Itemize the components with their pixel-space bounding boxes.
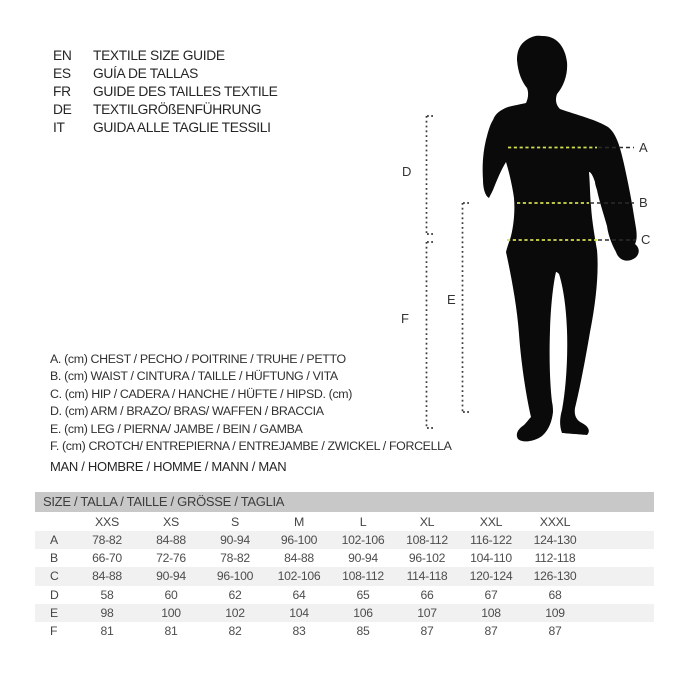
size-row-label: E	[50, 605, 58, 620]
size-cell: 84-88	[284, 551, 314, 566]
measure-label-b: B	[639, 195, 648, 210]
size-cell: 112-118	[534, 551, 576, 566]
size-cell: 62	[228, 587, 242, 602]
size-cell: 83	[292, 624, 306, 639]
measure-label-f: F	[401, 311, 409, 326]
size-col-header: XXXL	[539, 514, 571, 529]
size-row	[35, 586, 654, 604]
size-cell: 78-82	[220, 551, 250, 566]
size-row-label: B	[50, 551, 58, 566]
size-row-label: D	[50, 587, 59, 602]
size-col-header: XXS	[95, 514, 119, 529]
language-title: GUÍA DE TALLAS	[93, 66, 199, 81]
size-cell: 66-70	[92, 551, 122, 566]
size-cell: 102-106	[341, 533, 385, 548]
size-cell: 124-130	[533, 533, 577, 548]
language-title: TEXTILE SIZE GUIDE	[93, 48, 225, 63]
size-cell: 109	[545, 605, 565, 620]
size-col-header: XS	[163, 514, 179, 529]
size-cell: 98	[100, 605, 114, 620]
size-cell: 87	[484, 624, 498, 639]
size-cell: 114-118	[406, 569, 448, 584]
size-col-header: M	[293, 514, 305, 529]
measure-label-d: D	[402, 164, 412, 179]
size-cell: 102	[225, 605, 245, 620]
language-row	[53, 83, 277, 101]
size-table	[35, 492, 654, 640]
language-code: FR	[53, 84, 71, 99]
size-cell: 82	[228, 624, 242, 639]
size-cell: 108	[481, 605, 501, 620]
size-cell: 64	[292, 587, 306, 602]
language-row	[53, 65, 277, 83]
language-code: DE	[53, 102, 72, 117]
size-column-header-row	[35, 512, 654, 531]
size-cell: 87	[420, 624, 434, 639]
size-cell: 116-122	[470, 533, 512, 548]
size-cell: 108-112	[406, 533, 448, 548]
legend-item: C. (cm) HIP / CADERA / HANCHE / HÜFTE / HIPSD. (cm)	[50, 386, 353, 401]
size-cell: 104	[289, 605, 309, 620]
size-cell: 96-102	[408, 551, 446, 566]
legend-item: F. (cm) CROTCH/ ENTREPIERNA / ENTREJAMBE / ZWICKEL / FORCELLA	[50, 439, 452, 454]
size-cell: 67	[484, 587, 498, 602]
language-title: GUIDA ALLE TAGLIE TESSILI	[93, 120, 271, 135]
measure-label-a: A	[639, 140, 648, 155]
size-col-header: L	[359, 514, 367, 529]
legend-item: E. (cm) LEG / PIERNA/ JAMBE / BEIN / GAMBA	[50, 421, 303, 436]
size-cell: 104-110	[470, 551, 512, 566]
size-col-header: S	[231, 514, 239, 529]
size-cell: 78-82	[92, 533, 122, 548]
measure-label-e: E	[447, 292, 456, 307]
size-cell: 58	[100, 587, 114, 602]
size-row	[35, 567, 654, 585]
size-cell: 84-88	[92, 569, 122, 584]
size-cell: 102-106	[277, 569, 321, 584]
size-row	[35, 531, 654, 549]
legend-item: D. (cm) ARM / BRAZO/ BRAS/ WAFFEN / BRACCIA	[50, 404, 324, 419]
language-title-block	[53, 47, 277, 137]
size-cell: 60	[164, 587, 178, 602]
size-cell: 120-124	[469, 569, 513, 584]
size-row	[35, 549, 654, 567]
size-row-label: C	[50, 569, 59, 584]
size-cell: 81	[164, 624, 178, 639]
size-cell: 126-130	[533, 569, 577, 584]
size-cell: 81	[100, 624, 114, 639]
size-row	[35, 604, 654, 622]
size-cell: 68	[548, 587, 562, 602]
language-title: GUIDE DES TAILLES TEXTILE	[93, 84, 278, 99]
size-cell: 106	[353, 605, 373, 620]
size-table-header: SIZE / TALLA / TAILLE / GRÖSSE / TAGLIA	[35, 492, 654, 512]
legend-item: A. (cm) CHEST / PECHO / POITRINE / TRUHE / PETTO	[50, 352, 346, 366]
size-table-body	[35, 512, 654, 640]
size-row-label: A	[50, 533, 58, 548]
language-row	[53, 47, 277, 65]
size-cell: 96-100	[280, 533, 318, 548]
size-col-header: XL	[419, 514, 435, 529]
size-cell: 90-94	[156, 569, 186, 584]
language-code: EN	[53, 48, 72, 63]
legend-item: B. (cm) WAIST / CINTURA / TAILLE / HÜFTUNG / VITA	[50, 369, 338, 384]
language-row	[53, 101, 277, 119]
language-row	[53, 119, 277, 137]
size-cell: 85	[356, 624, 370, 639]
size-cell: 90-94	[220, 533, 250, 548]
size-cell: 84-88	[156, 533, 186, 548]
measure-label-c: C	[641, 232, 651, 247]
size-cell: 87	[548, 624, 562, 639]
size-cell: 90-94	[348, 551, 378, 566]
size-cell: 100	[161, 605, 181, 620]
size-cell: 65	[356, 587, 370, 602]
man-silhouette	[483, 36, 639, 442]
measurement-legend	[50, 351, 452, 455]
size-cell: 66	[420, 587, 434, 602]
gender-heading: MAN / HOMBRE / HOMME / MANN / MAN	[50, 459, 287, 474]
size-cell: 96-100	[216, 569, 254, 584]
size-cell: 72-76	[156, 551, 186, 566]
language-code: ES	[53, 66, 71, 81]
size-cell: 107	[417, 605, 437, 620]
size-col-header: XXL	[479, 514, 503, 529]
size-row	[35, 622, 654, 640]
size-cell: 108-112	[342, 569, 384, 584]
language-code: IT	[53, 120, 65, 135]
language-title: TEXTILGRÖßENFÜHRUNG	[93, 102, 262, 117]
size-row-label: F	[50, 624, 58, 639]
